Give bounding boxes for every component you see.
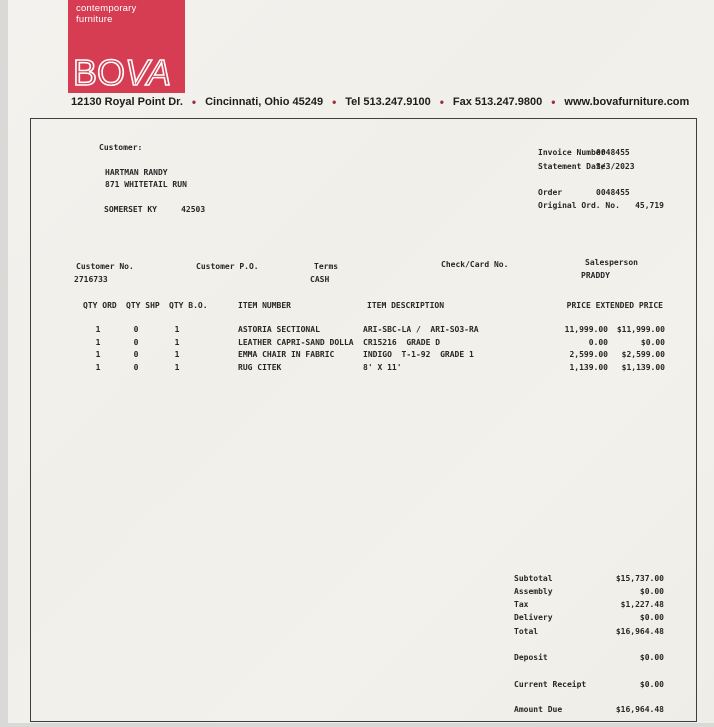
item-number-cell: RUG CITEK xyxy=(238,363,282,372)
bullet-icon: • xyxy=(439,94,444,109)
col-header-qty-shp: QTY SHP xyxy=(126,301,160,310)
original-order-value: 45,719 xyxy=(635,201,664,210)
item-description-cell: 8' X 11' xyxy=(363,363,402,372)
company-tel: Tel 513.247.9100 xyxy=(345,96,431,108)
assembly-value: $0.00 xyxy=(639,587,664,596)
total-value: $16,964.48 xyxy=(615,627,664,636)
qty-shp-cell: 0 xyxy=(133,325,139,334)
qty-ord-cell: 1 xyxy=(95,363,101,372)
tax-value: $1,227.48 xyxy=(620,600,664,609)
customer-address: 871 WHITETAIL RUN xyxy=(105,180,187,189)
delivery-value: $0.00 xyxy=(639,613,664,622)
col-header-item-number: ITEM NUMBER xyxy=(238,301,291,310)
price-cell: 1,139.00 xyxy=(569,363,608,372)
qty-bo-cell: 1 xyxy=(174,363,180,372)
customer-no-label: Customer No. xyxy=(76,262,134,271)
total-label: Total xyxy=(514,627,539,636)
deposit-value: $0.00 xyxy=(639,653,664,662)
qty-bo-cell: 1 xyxy=(174,350,180,359)
invoice-frame xyxy=(30,118,697,722)
logo-wordmark-va: VA xyxy=(125,52,172,93)
salesperson-label: Salesperson xyxy=(585,258,638,267)
bullet-icon: • xyxy=(551,94,556,109)
qty-ord-cell: 1 xyxy=(95,325,101,334)
customer-no-value: 2716733 xyxy=(74,275,108,284)
customer-city: SOMERSET KY 42503 xyxy=(104,205,206,214)
col-header-qty-bo: QTY B.O. xyxy=(169,301,208,310)
amount-due-label: Amount Due xyxy=(514,705,563,714)
salesperson-value: PRADDY xyxy=(581,271,610,280)
item-number-cell: EMMA CHAIR IN FABRIC xyxy=(238,350,335,359)
logo-wordmark-bo: BO xyxy=(73,52,126,93)
assembly-label: Assembly xyxy=(514,587,553,596)
current-receipt-label: Current Receipt xyxy=(514,680,587,689)
item-number-cell: ASTORIA SECTIONAL xyxy=(238,325,320,334)
current-receipt-value: $0.00 xyxy=(639,680,664,689)
original-order-label: Original Ord. No. xyxy=(538,201,620,210)
extended-price-cell: $11,999.00 xyxy=(616,325,665,334)
qty-bo-cell: 1 xyxy=(174,325,180,334)
company-fax: Fax 513.247.9800 xyxy=(452,96,543,108)
terms-label: Terms xyxy=(314,262,339,271)
qty-shp-cell: 0 xyxy=(133,350,139,359)
order-number-value: 0048455 xyxy=(596,188,630,197)
logo-tagline xyxy=(76,3,136,25)
terms-value: CASH xyxy=(310,275,330,284)
qty-ord-cell: 1 xyxy=(95,350,101,359)
invoice-number-value: 0048455 xyxy=(596,148,630,157)
qty-bo-cell: 1 xyxy=(174,338,180,347)
qty-shp-cell: 0 xyxy=(133,338,139,347)
col-header-price-extended: PRICE EXTENDED PRICE xyxy=(566,301,663,310)
statement-date-label: Statement Date xyxy=(538,162,606,171)
extended-price-cell: $1,139.00 xyxy=(621,363,665,372)
item-description-cell: CR15216 GRADE D xyxy=(363,338,441,347)
item-description-cell: INDIGO T-1-92 GRADE 1 xyxy=(363,350,474,359)
extended-price-cell: $2,599.00 xyxy=(621,350,665,359)
col-header-item-description: ITEM DESCRIPTION xyxy=(367,301,445,310)
qty-shp-cell: 0 xyxy=(133,363,139,372)
extended-price-cell: $0.00 xyxy=(640,338,665,347)
col-header-qty-ord: QTY ORD xyxy=(83,301,117,310)
qty-ord-cell: 1 xyxy=(95,338,101,347)
logo-wordmark xyxy=(73,52,172,93)
logo-tagline-line1: contemporary xyxy=(76,3,137,14)
subtotal-value: $15,737.00 xyxy=(615,574,664,583)
company-website: www.bovafurniture.com xyxy=(564,96,690,108)
price-cell: 2,599.00 xyxy=(569,350,608,359)
logo-tagline-line2: furniture xyxy=(76,14,113,25)
company-street: 12130 Royal Point Dr. xyxy=(71,96,183,108)
deposit-label: Deposit xyxy=(514,653,548,662)
company-city: Cincinnati, Ohio 45249 xyxy=(205,96,324,108)
delivery-label: Delivery xyxy=(514,613,553,622)
subtotal-label: Subtotal xyxy=(514,574,553,583)
tax-label: Tax xyxy=(514,600,529,609)
price-cell: 0.00 xyxy=(588,338,608,347)
item-number-cell: LEATHER CAPRI-SAND DOLLA xyxy=(238,338,354,347)
price-cell: 11,999.00 xyxy=(564,325,608,334)
item-description-cell: ARI-SBC-LA / ARI-SO3-RA xyxy=(363,325,479,334)
order-label: Order xyxy=(538,188,563,197)
bova-logo xyxy=(68,0,185,93)
check-card-label: Check/Card No. xyxy=(441,260,509,269)
customer-name: HARTMAN RANDY xyxy=(105,168,168,177)
statement-date-value: 3/3/2023 xyxy=(596,162,635,171)
company-address-line xyxy=(71,96,691,108)
bullet-icon: • xyxy=(191,94,197,109)
customer-label: Customer: xyxy=(99,143,143,152)
amount-due-value: $16,964.48 xyxy=(615,705,664,714)
invoice-number-label: Invoice Number xyxy=(538,148,606,157)
bullet-icon: • xyxy=(332,94,337,109)
customer-po-label: Customer P.O. xyxy=(196,262,259,271)
